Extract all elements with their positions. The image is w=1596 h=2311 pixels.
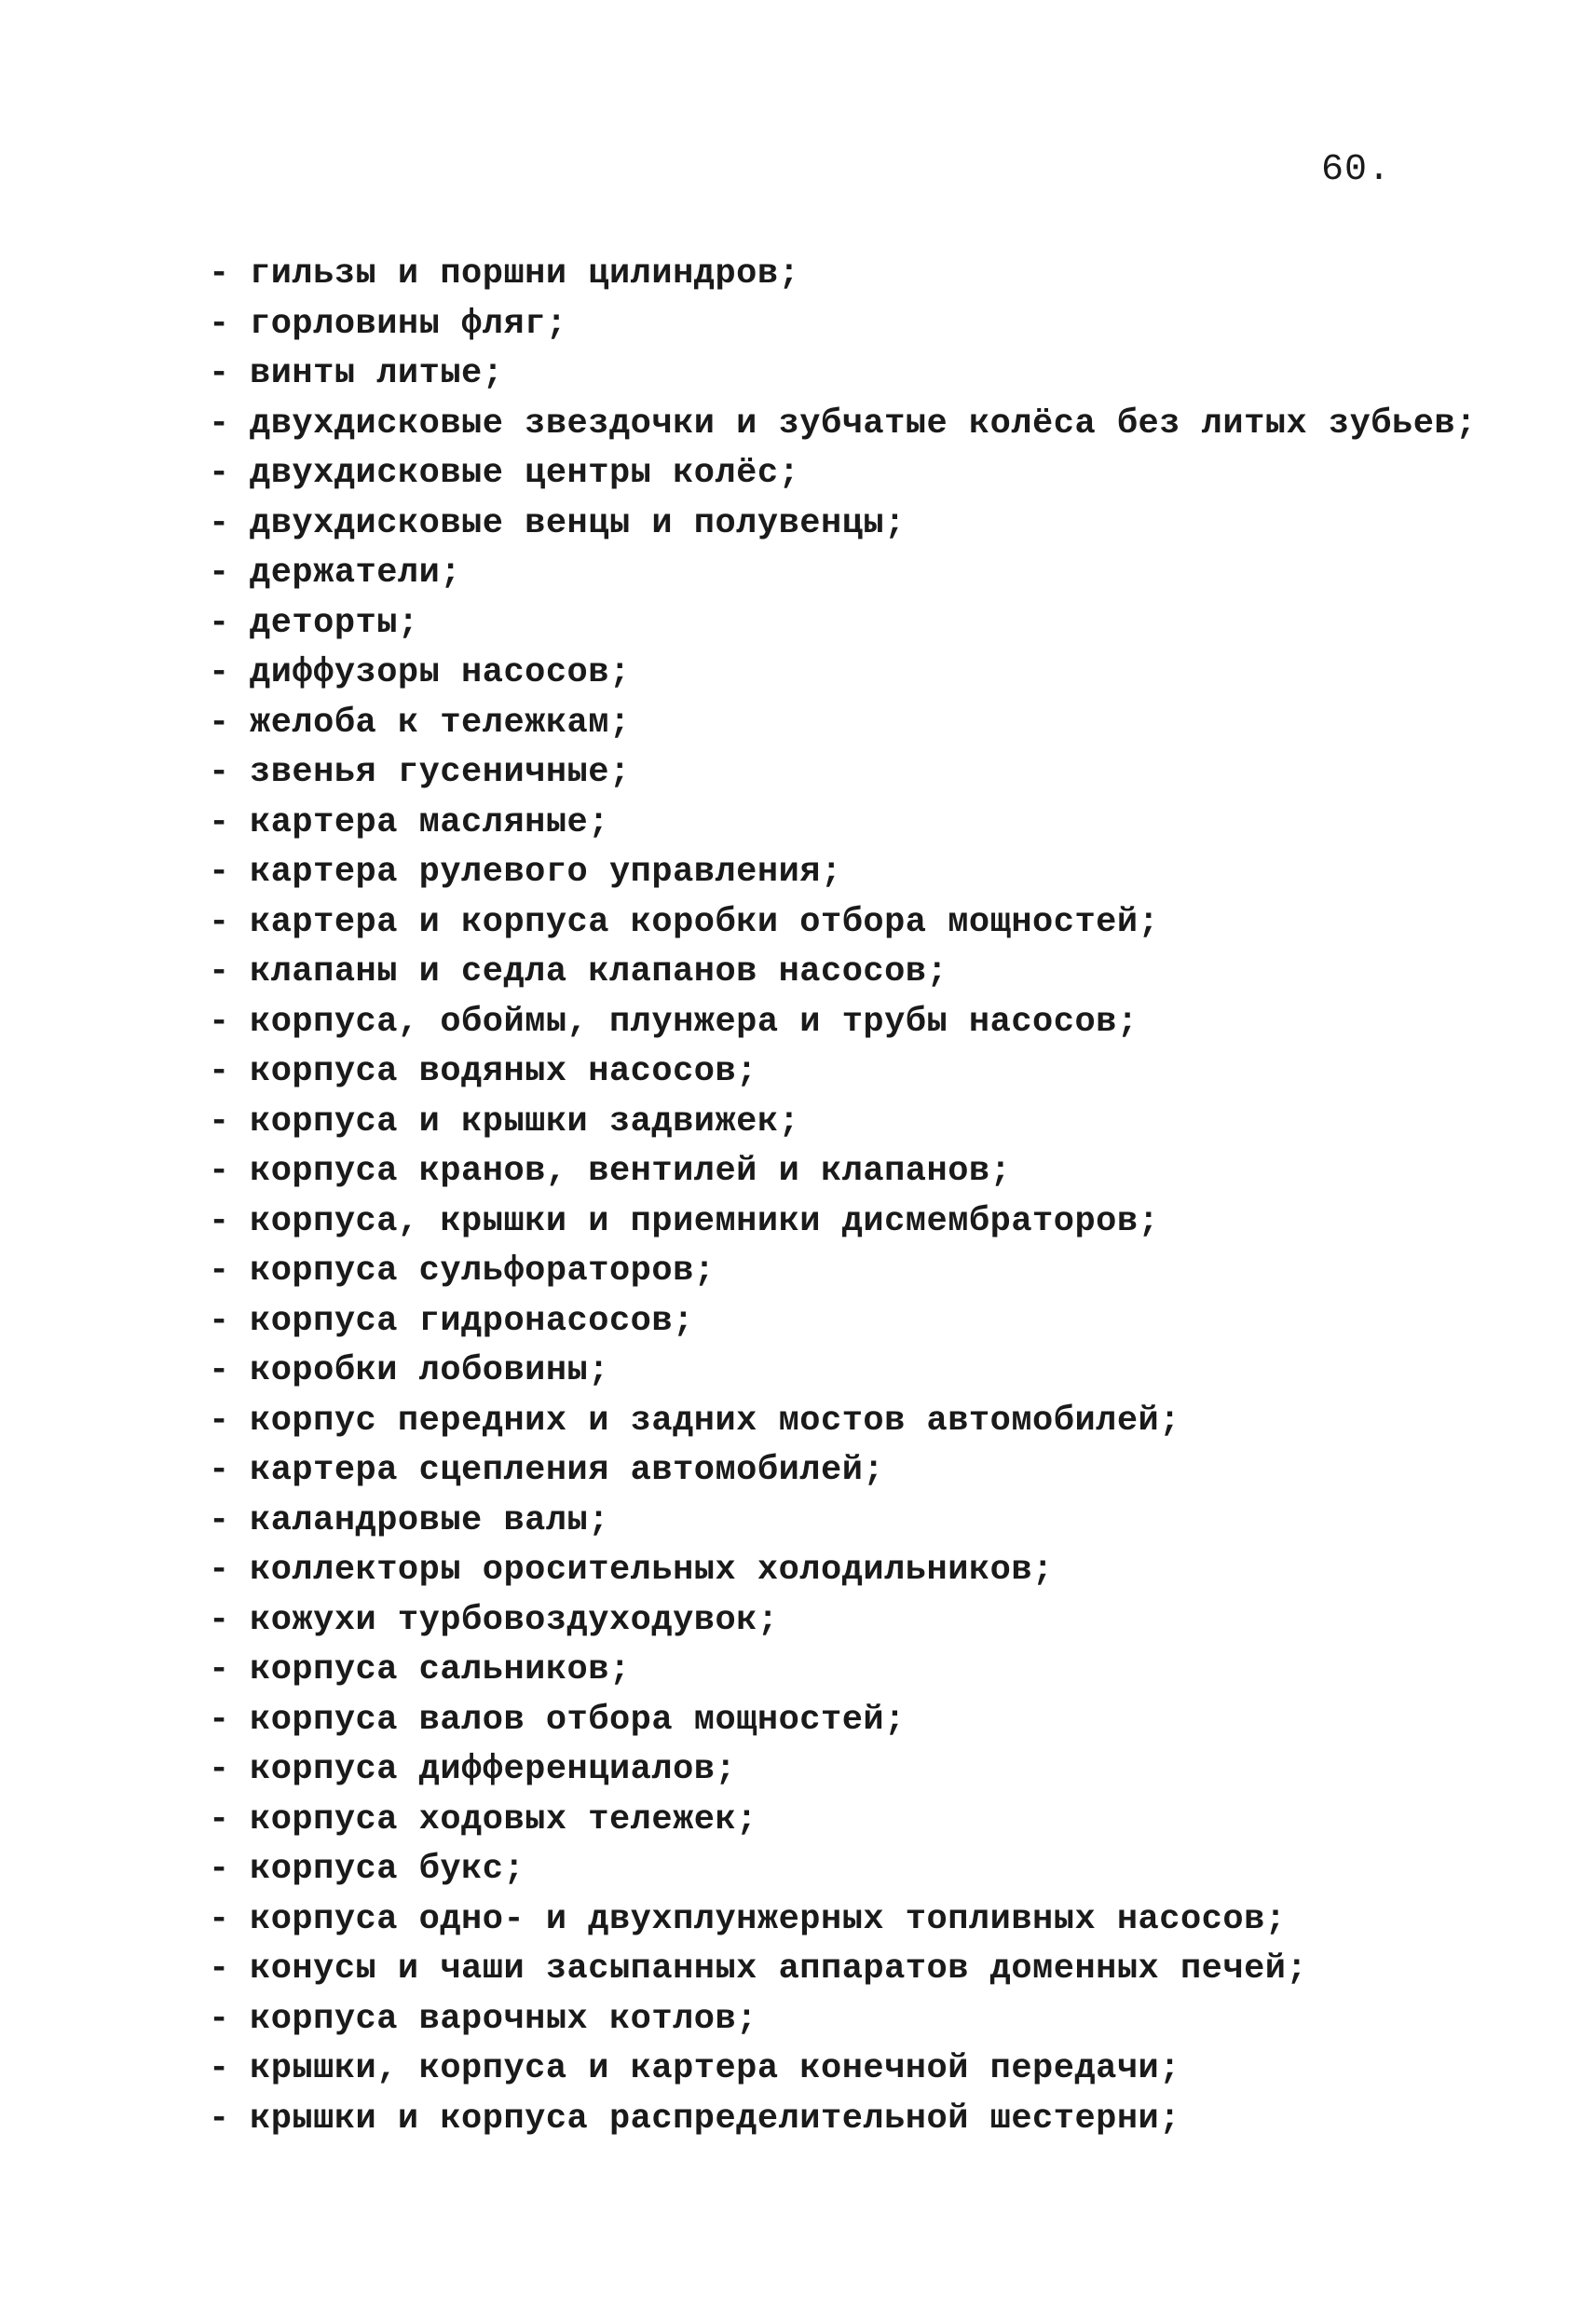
item-list bbox=[209, 250, 1550, 2144]
list-item-text: корпуса сульфораторов; bbox=[250, 1251, 716, 1291]
list-dash: - bbox=[209, 853, 230, 892]
list-item-text: корпуса гидронасосов; bbox=[250, 1301, 694, 1341]
list-dash: - bbox=[209, 1799, 230, 1839]
list-item-text: корпуса, крышки и приемники дисмембраторов; bbox=[250, 1201, 1160, 1241]
list-item bbox=[209, 1446, 1550, 1497]
list-item-text: двухдисковые центры колёс; bbox=[250, 454, 800, 493]
list-item-text: кожухи турбовоздуходувок; bbox=[250, 1600, 779, 1640]
list-item bbox=[209, 1745, 1550, 1796]
list-item bbox=[209, 748, 1550, 799]
list-dash: - bbox=[209, 304, 230, 344]
list-dash: - bbox=[209, 1551, 230, 1590]
list-item bbox=[209, 1197, 1550, 1248]
list-item-text: картера и корпуса коробки отбора мощностей; bbox=[250, 902, 1160, 942]
list-item bbox=[209, 799, 1550, 849]
list-item bbox=[209, 2095, 1550, 2145]
list-dash: - bbox=[209, 1850, 230, 1889]
list-item bbox=[209, 1397, 1550, 1447]
list-item bbox=[209, 1895, 1550, 1946]
list-item-text: картера масляные; bbox=[250, 802, 609, 842]
list-item-text: винты литые; bbox=[250, 354, 504, 393]
list-item-text: корпуса валов отбора мощностей; bbox=[250, 1700, 906, 1740]
list-item bbox=[209, 250, 1550, 300]
list-item bbox=[209, 998, 1550, 1048]
list-item bbox=[209, 349, 1550, 400]
list-dash: - bbox=[209, 703, 230, 743]
list-item-text: горловины фляг; bbox=[250, 304, 567, 344]
list-dash: - bbox=[209, 1750, 230, 1789]
list-item-text: гильзы и поршни цилиндров; bbox=[250, 254, 800, 294]
list-dash: - bbox=[209, 2099, 230, 2139]
list-item-text: корпуса варочных котлов; bbox=[250, 1999, 757, 2039]
list-dash: - bbox=[209, 1052, 230, 1091]
list-item-text: крышки, корпуса и картера конечной передачи; bbox=[250, 2049, 1180, 2088]
list-item bbox=[209, 1297, 1550, 1347]
list-item bbox=[209, 649, 1550, 699]
list-item-text: конусы и чаши засыпанных аппаратов доменных печей; bbox=[250, 1949, 1308, 1989]
list-item-text: звенья гусеничные; bbox=[250, 753, 631, 792]
list-dash: - bbox=[209, 802, 230, 842]
list-item-text: клапаны и седла клапанов насосов; bbox=[250, 952, 948, 991]
list-dash: - bbox=[209, 952, 230, 991]
list-item bbox=[209, 599, 1550, 650]
list-item bbox=[209, 1945, 1550, 1995]
list-item-text: корпус передних и задних мостов автомобилей; bbox=[250, 1401, 1180, 1441]
list-item bbox=[209, 848, 1550, 898]
list-dash: - bbox=[209, 1600, 230, 1640]
list-item bbox=[209, 549, 1550, 599]
list-dash: - bbox=[209, 454, 230, 493]
list-dash: - bbox=[209, 254, 230, 294]
list-item-text: желоба к тележкам; bbox=[250, 703, 631, 743]
list-item bbox=[209, 898, 1550, 949]
list-item bbox=[209, 1696, 1550, 1746]
list-item bbox=[209, 1247, 1550, 1297]
list-item-text: двухдисковые венцы и полувенцы; bbox=[250, 503, 906, 543]
list-dash: - bbox=[209, 503, 230, 543]
list-item-text: корпуса дифференциалов; bbox=[250, 1750, 737, 1789]
list-item-text: корпуса сальников; bbox=[250, 1650, 631, 1689]
list-item-text: деторты; bbox=[250, 603, 419, 643]
list-dash: - bbox=[209, 902, 230, 942]
list-item bbox=[209, 400, 1550, 450]
list-item bbox=[209, 1546, 1550, 1596]
list-item-text: двухдисковые звездочки и зубчатые колёса без литых зубьев; bbox=[250, 403, 1477, 444]
list-dash: - bbox=[209, 1251, 230, 1291]
list-item-text: держатели; bbox=[250, 554, 462, 593]
list-item-text: картера сцепления автомобилей; bbox=[250, 1451, 885, 1490]
list-item bbox=[209, 948, 1550, 998]
list-dash: - bbox=[209, 354, 230, 393]
list-dash: - bbox=[209, 753, 230, 792]
list-dash: - bbox=[209, 1101, 230, 1142]
list-dash: - bbox=[209, 603, 230, 643]
list-dash: - bbox=[209, 1351, 230, 1390]
list-dash: - bbox=[209, 1899, 230, 1939]
list-item-text: корпуса одно- и двухплунжерных топливных насосов; bbox=[250, 1899, 1287, 1939]
list-dash: - bbox=[209, 1451, 230, 1490]
list-dash: - bbox=[209, 1700, 230, 1740]
list-dash: - bbox=[209, 1401, 230, 1441]
list-dash: - bbox=[209, 1949, 230, 1989]
list-item bbox=[209, 1098, 1550, 1148]
list-item-text: картера рулевого управления; bbox=[250, 853, 842, 892]
list-dash: - bbox=[209, 1152, 230, 1191]
list-item-text: каландровые валы; bbox=[250, 1500, 609, 1540]
list-item bbox=[209, 699, 1550, 749]
list-item bbox=[209, 1497, 1550, 1547]
list-dash: - bbox=[209, 653, 230, 692]
list-dash: - bbox=[209, 1999, 230, 2039]
list-item-text: корпуса, обоймы, плунжера и трубы насосов; bbox=[250, 1002, 1139, 1042]
list-dash: - bbox=[209, 1201, 230, 1241]
list-item bbox=[209, 1646, 1550, 1696]
page-number: 60. bbox=[1321, 149, 1392, 191]
list-item-text: корпуса ходовых тележек; bbox=[250, 1799, 757, 1839]
list-dash: - bbox=[209, 1301, 230, 1341]
list-item-text: корпуса кранов, вентилей и клапанов; bbox=[250, 1152, 1012, 1191]
list-item bbox=[209, 1047, 1550, 1098]
list-item bbox=[209, 499, 1550, 550]
list-item-text: коллекторы оросительных холодильников; bbox=[250, 1551, 1054, 1590]
list-item-text: корпуса и крышки задвижек; bbox=[250, 1101, 800, 1142]
list-item-text: коробки лобовины; bbox=[250, 1351, 609, 1390]
list-item bbox=[209, 1347, 1550, 1397]
list-item bbox=[209, 449, 1550, 499]
list-dash: - bbox=[209, 403, 230, 444]
list-dash: - bbox=[209, 1650, 230, 1689]
list-dash: - bbox=[209, 2049, 230, 2088]
list-item bbox=[209, 300, 1550, 350]
list-item bbox=[209, 1995, 1550, 2045]
list-dash: - bbox=[209, 1500, 230, 1540]
list-item bbox=[209, 2044, 1550, 2095]
list-dash: - bbox=[209, 554, 230, 593]
list-item-text: крышки и корпуса распределительной шестерни; bbox=[250, 2099, 1180, 2139]
list-item-text: диффузоры насосов; bbox=[250, 653, 631, 692]
list-dash: - bbox=[209, 1002, 230, 1042]
list-item-text: корпуса букс; bbox=[250, 1850, 525, 1889]
list-item-text: корпуса водяных насосов; bbox=[250, 1052, 757, 1091]
list-item bbox=[209, 1796, 1550, 1846]
list-item bbox=[209, 1596, 1550, 1647]
list-item bbox=[209, 1845, 1550, 1895]
list-item bbox=[209, 1147, 1550, 1197]
